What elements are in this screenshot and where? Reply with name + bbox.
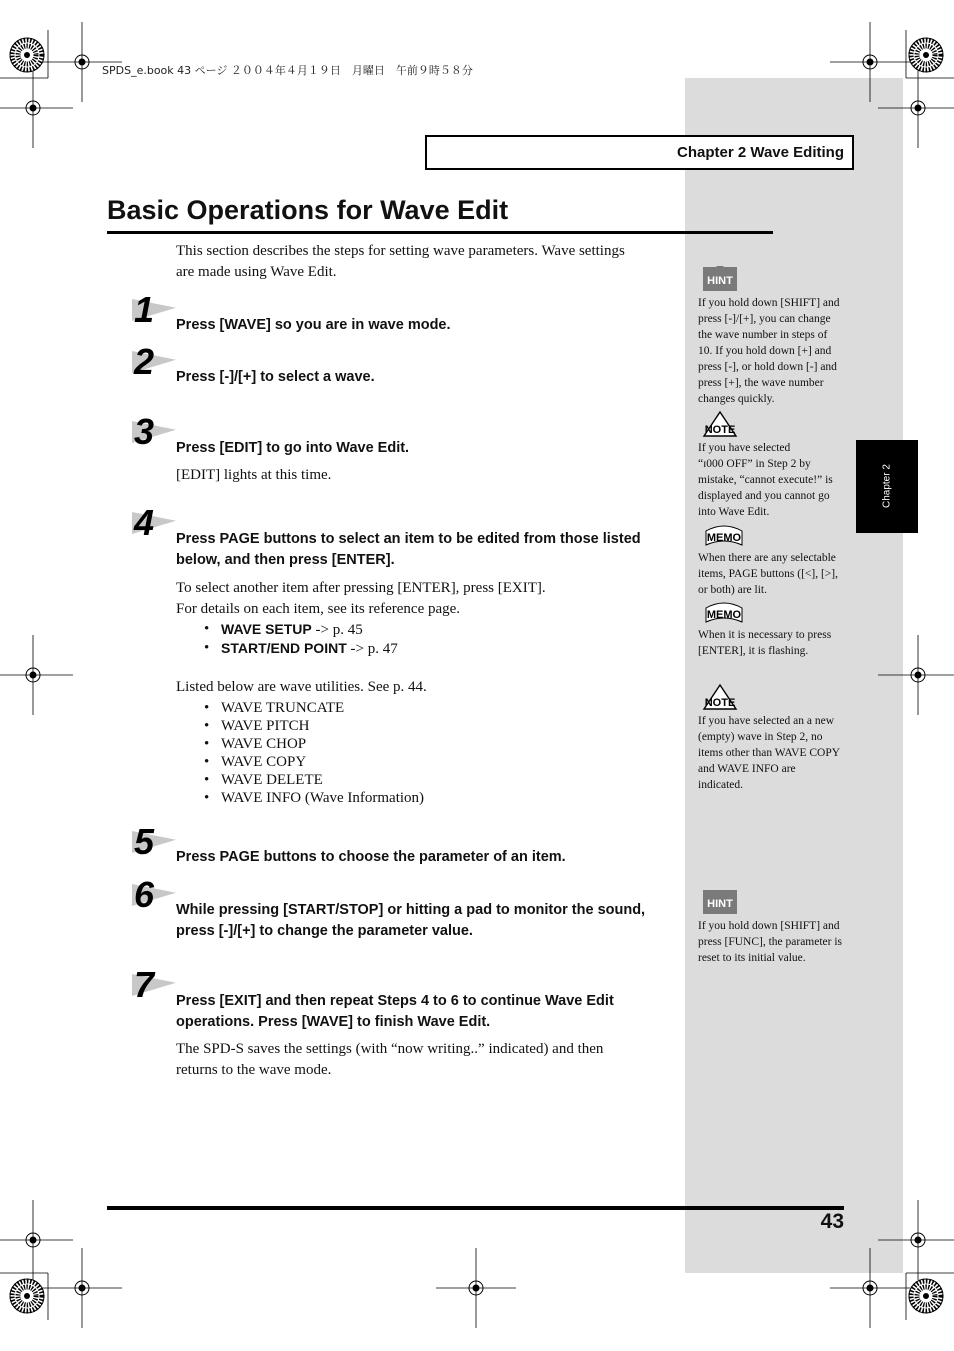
step-number: 5 <box>130 828 178 864</box>
chapter-header-text: Chapter 2 Wave Editing <box>677 144 844 161</box>
list-item: • WAVE DELETE <box>204 772 323 788</box>
hint-icon <box>702 266 738 294</box>
crosshair-icon <box>830 22 910 102</box>
hint-icon <box>702 889 738 917</box>
side-note-text: When there are any selectable items, PAGE buttons ([<], [>], or both) are lit. <box>698 552 838 596</box>
footer-rule <box>107 1206 844 1210</box>
crosshair-icon <box>436 1248 516 1328</box>
note-icon <box>702 683 738 711</box>
step-instruction: Press [WAVE] so you are in wave mode. <box>176 317 451 333</box>
step-note: The SPD-S saves the settings (with “now writing..” indicated) and then returns to the wave mode. <box>176 1041 604 1078</box>
memo-icon <box>702 523 746 551</box>
step-instruction: Press PAGE buttons to select an item to be edited from those listed below, and then press [ENTER]. <box>176 531 641 568</box>
list-item: • WAVE INFO (Wave Information) <box>204 790 425 806</box>
utilities-list <box>176 699 576 807</box>
step-instruction: Press [EXIT] and then repeat Steps 4 to 6 to continue Wave Edit operations. Press [WAVE] to finish Wave Edit. <box>176 993 614 1030</box>
svg-text:HINT: HINT <box>707 275 733 287</box>
step-instruction: Press [EDIT] to go into Wave Edit. <box>176 440 410 456</box>
list-item: • WAVE SETUP -> p. 45 <box>204 621 363 638</box>
memo-icon <box>702 600 746 628</box>
svg-text:MEMO: MEMO <box>706 532 742 544</box>
chapter-tab-label: Chapter 2 <box>881 464 893 509</box>
list-item: • START/END POINT -> p. 47 <box>204 640 398 657</box>
side-note-text: If you have selected an a new (empty) wave in Step 2, no items other than WAVE COPY and WAVE INFO are indicated. <box>698 715 841 791</box>
crosshair-icon <box>830 1248 910 1328</box>
list-item: • WAVE PITCH <box>204 718 310 734</box>
step-number: 4 <box>130 509 178 545</box>
intro-paragraph: This section describes the steps for setting wave parameters. Wave settings are made using Wave Edit. <box>176 243 625 280</box>
list-item: • WAVE CHOP <box>204 736 307 752</box>
step-number: 6 <box>130 881 178 917</box>
utilities-intro: Listed below are wave utilities. See p. 44. <box>176 679 427 695</box>
svg-text:NOTE: NOTE <box>704 424 736 436</box>
starburst-icon <box>10 38 44 72</box>
step-instruction: Press PAGE buttons to choose the parameter of an item. <box>176 849 566 865</box>
crosshair-icon <box>0 68 73 148</box>
side-note-text: When it is necessary to press [ENTER], it is flashing. <box>698 629 832 657</box>
note-icon <box>702 410 738 438</box>
starburst-icon <box>10 1279 44 1313</box>
starburst-icon <box>909 1279 943 1313</box>
page-title: Basic Operations for Wave Edit <box>107 195 509 225</box>
reference-list <box>176 620 576 658</box>
step-number: 7 <box>130 971 178 1007</box>
step-number: 2 <box>130 348 178 384</box>
print-header: SPDS_e.book 43 ページ ２００４年４月１９日 月曜日 午前９時５８分 <box>102 64 473 77</box>
title-rule <box>107 231 773 234</box>
step-note: [EDIT] lights at this time. <box>176 467 332 483</box>
svg-text:NOTE: NOTE <box>704 697 736 709</box>
svg-text:MEMO: MEMO <box>706 609 742 621</box>
starburst-icon <box>909 38 943 72</box>
step-instruction: Press [-]/[+] to select a wave. <box>176 369 375 385</box>
crosshair-icon <box>0 635 73 715</box>
svg-text:HINT: HINT <box>707 898 733 910</box>
list-item: • WAVE COPY <box>204 754 307 770</box>
step-number: 1 <box>130 296 178 332</box>
crosshair-icon <box>0 1200 73 1280</box>
crosshair-icon <box>42 1248 122 1328</box>
side-note-text: If you have selected “ɪ000 OFF” in Step 2 by mistake, “cannot execute!” is displayed and you cannot go into Wave Edit. <box>698 442 833 518</box>
side-note-text: If you hold down [SHIFT] and press [FUNC], the parameter is reset to its initial value. <box>698 920 843 964</box>
crosshair-icon <box>878 68 954 148</box>
side-note-text: If you hold down [SHIFT] and press [-]/[+], you can change the wave number in steps of 10. If you hold down [+] and press [-], or hold down [-] and press [+], the wave number changes quickly. <box>698 297 840 405</box>
page-number: 43 <box>820 1210 844 1233</box>
crosshair-icon <box>878 1200 954 1280</box>
list-item: • WAVE TRUNCATE <box>204 700 345 716</box>
chapter-header <box>425 135 854 170</box>
step-note: To select another item after pressing [ENTER], press [EXIT]. For details on each item, see its reference page. <box>176 580 546 617</box>
crosshair-icon <box>878 635 954 715</box>
step-instruction: While pressing [START/STOP] or hitting a pad to monitor the sound, press [-]/[+] to change the parameter value. <box>176 902 646 939</box>
step-number: 3 <box>130 418 178 454</box>
